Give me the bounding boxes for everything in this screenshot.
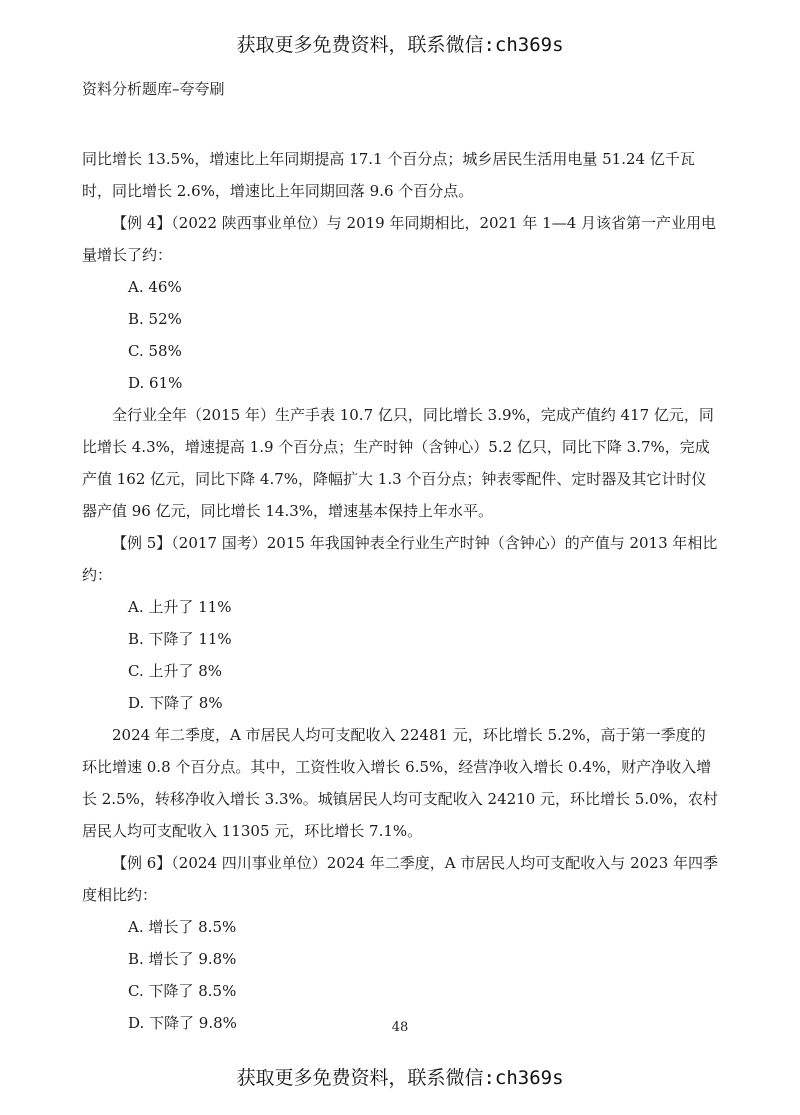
- question-5-option-a: A. 上升了 11%: [128, 598, 232, 616]
- question-5-option-d: D. 下降了 8%: [128, 694, 223, 712]
- question-4-stem: 【例 4】（2022 陕西事业单位）与 2019 年同期相比，2021 年 1—4 月该省第一产业用电量增长了约：: [82, 214, 717, 264]
- question-5-option-c: C. 上升了 8%: [128, 662, 223, 680]
- question-6-option-a: A. 增长了 8.5%: [128, 918, 237, 936]
- question-4-option-d: D. 61%: [128, 374, 183, 392]
- question-5-option-b: B. 下降了 11%: [128, 630, 232, 648]
- question-4-option-a: A. 46%: [128, 278, 182, 296]
- question-6-option-c: C. 下降了 8.5%: [128, 982, 237, 1000]
- question-6-option-b: B. 增长了 9.8%: [128, 950, 237, 968]
- top-banner: 获取更多免费资料，联系微信:ch369s: [236, 34, 564, 56]
- question-5-stem: 【例 5】（2017 国考）2015 年我国钟表全行业生产时钟（含钟心）的产值与 2013 年相比约：: [82, 534, 718, 584]
- page-content: [82, 143, 718, 1039]
- document-header: 资料分析题库–夸夸刷: [82, 80, 225, 98]
- question-6-option-d: D. 下降了 9.8%: [128, 1014, 237, 1032]
- question-4-option-c: C. 58%: [128, 342, 182, 360]
- material-paragraph-watches: 全行业全年（2015 年）生产手表 10.7 亿只，同比增长 3.9%，完成产值约 417 亿元，同比增长 4.3%，增速提高 1.9 个百分点；生产时钟（含钟心）5.2 亿只，同比下降 3.7%，完成产值 162 亿元，同比下降 4.7%，降幅扩大 1.3 个百分点；钟表零配件、定时器及其它计时仪器产值 96 亿元，同比增长 14.3%，增速基本保持上年水平。: [82, 406, 714, 520]
- question-6-stem: 【例 6】（2024 四川事业单位）2024 年二季度，A 市居民人均可支配收入与 2023 年四季度相比约：: [82, 854, 719, 904]
- paragraph-continuation: 同比增长 13.5%，增速比上年同期提高 17.1 个百分点；城乡居民生活用电量 51.24 亿千瓦时，同比增长 2.6%，增速比上年同期回落 9.6 个百分点。: [82, 150, 695, 200]
- page-number: 48: [391, 1020, 409, 1035]
- question-4-option-b: B. 52%: [128, 310, 182, 328]
- material-paragraph-income: 2024 年二季度，A 市居民人均可支配收入 22481 元，环比增长 5.2%，高于第一季度的环比增速 0.8 个百分点。其中，工资性收入增长 6.5%，经营净收入增长 0.4%，财产净收入增长 2.5%，转移净收入增长 3.3%。城镇居民人均可支配收入 24210 元，环比增长 5.0%，农村居民人均可支配收入 11305 元，环比增长 7.1%。: [82, 726, 718, 840]
- bottom-banner: 获取更多免费资料，联系微信:ch369s: [236, 1067, 564, 1089]
